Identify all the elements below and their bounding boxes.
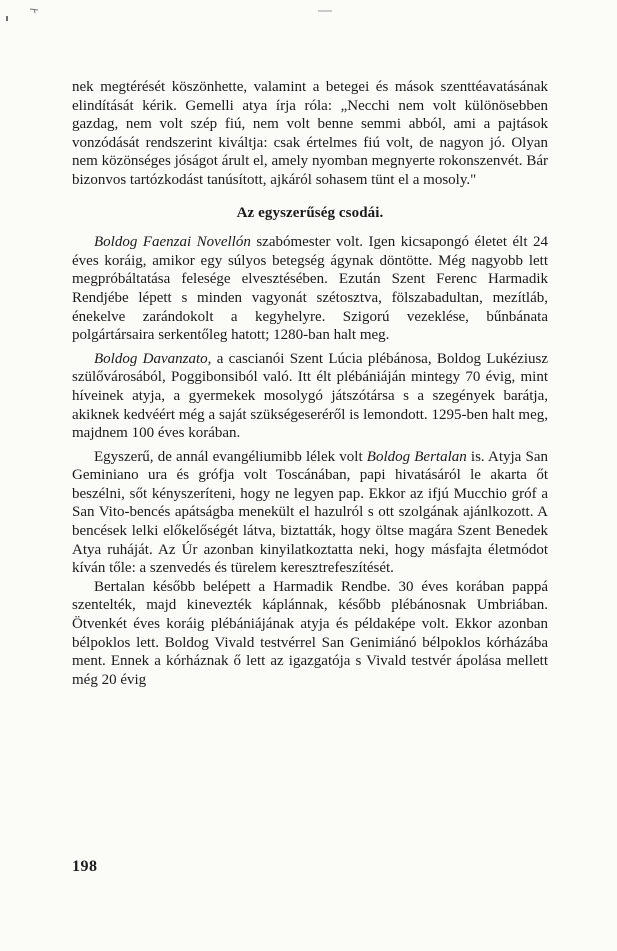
scan-edge-marks <box>0 0 617 40</box>
paragraph-lead: Egyszerű, de annál evangéliumibb lélek volt <box>94 448 367 465</box>
paragraph-continuation: nek megtérését köszönhette, valamint a betegei és mások szenttéavatásának elindítását kérik. Gemelli atya írja róla: „Necchi nem volt különösebben gazdag, nem volt szép fiú, nem volt benne semmi abból, ami a pajtások vonzódását rendszerint kiváltja: csak értelmes fiú volt, de nagyon jó. Olyan nem közönséges jóságot árult el, amely nyomban megnyerte rokonszenvét. Bár bizonvos tartózkodást tanúsított, ajkáról sohasem tünt el a mosoly." <box>72 79 548 188</box>
paragraph-bertalan <box>72 448 548 578</box>
page-number: 198 <box>72 858 98 875</box>
section-heading: Az egyszerűség csodái. <box>236 204 384 221</box>
paragraph-davanzato <box>72 350 548 443</box>
saint-name-italic: Boldog Bertalan <box>366 448 467 465</box>
paragraph-body: a cascianói Szent Lúcia plébánosa, Boldog Lukéziusz szülővárosából, Poggibonsiból való. Itt élt plébániáján mintegy 70 évig, mint híveinek atyja, a gyermekek mosolygó játszótársa s a szegények barátja, akiknek kedvéért még a saját szükségeseréről is lemondott. 1295-ben halt meg, majdnem 100 éves korában. <box>72 350 548 442</box>
saint-name-italic: Boldog Faenzai Novellón <box>94 234 251 251</box>
paragraph-novellon <box>72 233 548 345</box>
paragraph-body: szabómester volt. Igen kicsapongó életet élt 24 éves koráig, amikor egy súlyos betegség ágynak döntötte. Még nagyobb lett megpróbáltatása felesége elvesztésében. Ezután Szent Ferenc Harmadik Rendjébe lépett s minden vagyonát szétosztva, fölszabadultan, mezítláb, énekelve zarándokolt a kegyhelyre. Szigorú vezeklése, bűnbánata polgártársaira serkentőleg hatott; 1280-ban halt meg. <box>72 234 549 344</box>
saint-name-italic: Boldog Davanzato, <box>94 350 212 367</box>
book-page-text <box>72 78 548 689</box>
paragraph-body: is. Atyja San Geminiano ura és grófja volt Toscánában, papi hivatásáról le akarta őt beszélni, sőt kényszeríteni, hogy ne legyen pap. Ekkor az ifjú Mucchio gróf a San Vito-bencés apátságba menekült el hazulról s ott szolgának ajánlkozott. A bencések lelki előkelőségét látva, biztatták, hogy öltse magára Szent Benedek Atya ruháját. Az Úr azonban kinyilatkoztatta neki, hogy másfajta életmódot kíván tőle: a szenvedés és türelem keresztrefeszítését. <box>72 448 548 577</box>
paragraph-bertalan-later: Bertalan később belépett a Harmadik Rendbe. 30 éves korában pappá szentelték, majd kinevezték káplánnak, később plébánosnak Umbriában. Ötvenkét éves koráig plébániájának atyja és példaképe volt. Ekkor azonban bélpoklos lett. Boldog Vivald testvérrel San Genimiánó bélpoklos kórházába ment. Ennek a kórháznak ő lett az igazgatója s Vivald testvér ápolása mellett még 20 évig <box>72 578 548 688</box>
